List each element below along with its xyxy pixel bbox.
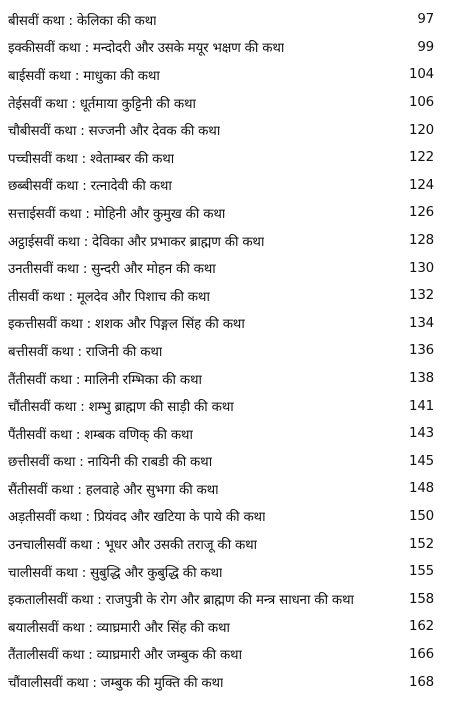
toc-entry-title: पैंतीसवीं कथा : शम्बक वणिक् की कथा — [8, 427, 193, 443]
toc-entry-title: बयालीसवीं कथा : व्याघ्रमारी और सिंह की कथा — [8, 620, 230, 636]
toc-entry-title: तीसवीं कथा : मूलदेव और पिशाच की कथा — [8, 289, 210, 305]
toc-entry-page-number: 145 — [409, 453, 434, 469]
toc-entry — [8, 282, 434, 310]
toc-entry-page-number: 122 — [409, 150, 434, 166]
toc-entry-title: सैंतीसवीं कथा : हलवाहे और सुभगा की कथा — [8, 482, 219, 498]
toc-entry — [8, 34, 434, 62]
toc-entry — [8, 475, 434, 503]
toc-entry-title: उनचालीसवीं कथा : भूधर और उसकी तराजू की कथा — [8, 538, 257, 554]
toc-entry — [8, 254, 434, 282]
toc-entry — [8, 337, 434, 365]
toc-entry-title: अड़तीसवीं कथा : प्रियंवद और खटिया के पाये की कथा — [8, 510, 266, 526]
toc-entry — [8, 392, 434, 420]
toc-entry-page-number: 166 — [409, 646, 434, 662]
toc-entry-page-number: 124 — [409, 177, 434, 193]
toc-entry — [8, 668, 434, 696]
toc-entry-title: बत्तीसवीं कथा : राजिनी की कथा — [8, 344, 163, 360]
toc-entry-title: इकतालीसवीं कथा : राजपुत्री के रोग और ब्राह्मण की मन्त्र साधना की कथा — [8, 593, 354, 609]
toc-entry — [8, 61, 434, 89]
toc-entry-title: चालीसवीं कथा : सुबुद्धि और कुबुद्धि की कथा — [8, 565, 223, 581]
toc-entry-title: पच्चीसवीं कथा : श्वेताम्बर की कथा — [8, 151, 175, 167]
toc-entry-page-number: 143 — [409, 426, 434, 442]
toc-entry-page-number: 155 — [409, 564, 434, 580]
toc-entry-page-number: 130 — [409, 260, 434, 276]
toc-entry-title: तैंतालीसवीं कथा : व्याघ्रमारी और जम्बुक की कथा — [8, 648, 242, 664]
toc-entry-page-number: 132 — [409, 288, 434, 304]
toc-entry-title: बाईसवीं कथा : माधुका की कथा — [8, 68, 160, 84]
toc-entry — [8, 172, 434, 200]
toc-entry-title: चौबीसवीं कथा : सज्जनी और देवक की कथा — [8, 124, 221, 140]
toc-entry-title: इकत्तीसवीं कथा : शशक और पिङ्गल सिंह की कथा — [8, 317, 245, 333]
toc-entry — [8, 503, 434, 531]
toc-entry-page-number: 120 — [409, 122, 434, 138]
toc-entry-page-number: 141 — [409, 398, 434, 414]
toc-entry-page-number: 126 — [409, 205, 434, 221]
toc-entry-title: तैंतीसवीं कथा : मालिनी रम्भिका की कथा — [8, 372, 202, 388]
toc-entry — [8, 310, 434, 338]
toc-entry-page-number: 136 — [409, 343, 434, 359]
toc-entry — [8, 89, 434, 117]
toc-entry — [8, 6, 434, 34]
toc-entry-page-number: 104 — [409, 67, 434, 83]
toc-entry-page-number: 97 — [417, 12, 434, 28]
toc-entry — [8, 116, 434, 144]
toc-entry-title: सत्ताईसवीं कथा : मोहिनी और कुमुख की कथा — [8, 206, 226, 222]
toc-entry-page-number: 168 — [409, 674, 434, 690]
toc-entry — [8, 558, 434, 586]
toc-entry — [8, 365, 434, 393]
toc-entry — [8, 227, 434, 255]
toc-entry — [8, 448, 434, 476]
toc-entry-title: चौंवालीसवीं कथा : जम्बुक की मुक्ति की कथा — [8, 676, 224, 692]
toc-entry-title: बीसवीं कथा : केलिका की कथा — [8, 13, 157, 29]
toc-entry-page-number: 106 — [409, 95, 434, 111]
toc-entry-page-number: 138 — [409, 371, 434, 387]
toc-entry-page-number: 162 — [409, 619, 434, 635]
toc-entry-title: छत्तीसवीं कथा : नायिनी की राबडी की कथा — [8, 455, 212, 471]
toc-entry — [8, 144, 434, 172]
toc-entry-title: इक्कीसवीं कथा : मन्दोदरी और उसके मयूर भक्षण की कथा — [8, 41, 285, 57]
toc-entry-title: उनतीसवीं कथा : सुन्दरी और मोहन की कथा — [8, 262, 216, 278]
toc-entry-page-number: 150 — [409, 508, 434, 524]
toc-entry-title: छब्बीसवीं कथा : रत्नादेवी की कथा — [8, 179, 172, 195]
toc-entry — [8, 420, 434, 448]
toc-entry-title: अट्ठाईसवीं कथा : देविका और प्रभाकर ब्राह्मण की कथा — [8, 234, 265, 250]
toc-entry — [8, 641, 434, 669]
toc-entry — [8, 199, 434, 227]
toc-entry-title: चौंतीसवीं कथा : शम्भु ब्राह्मण की साड़ी की कथा — [8, 400, 234, 416]
toc-entry — [8, 613, 434, 641]
toc-entry-page-number: 158 — [409, 591, 434, 607]
toc-entry-page-number: 99 — [417, 39, 434, 55]
toc-entry-page-number: 128 — [409, 233, 434, 249]
toc-entry-page-number: 134 — [409, 315, 434, 331]
toc-entry-title: तेईसवीं कथा : धूर्तमाया कुट्टिनी की कथा — [8, 96, 196, 112]
toc-entry-page-number: 148 — [409, 481, 434, 497]
toc-entry — [8, 530, 434, 558]
toc-entry-page-number: 152 — [409, 536, 434, 552]
toc-entry — [8, 585, 434, 613]
